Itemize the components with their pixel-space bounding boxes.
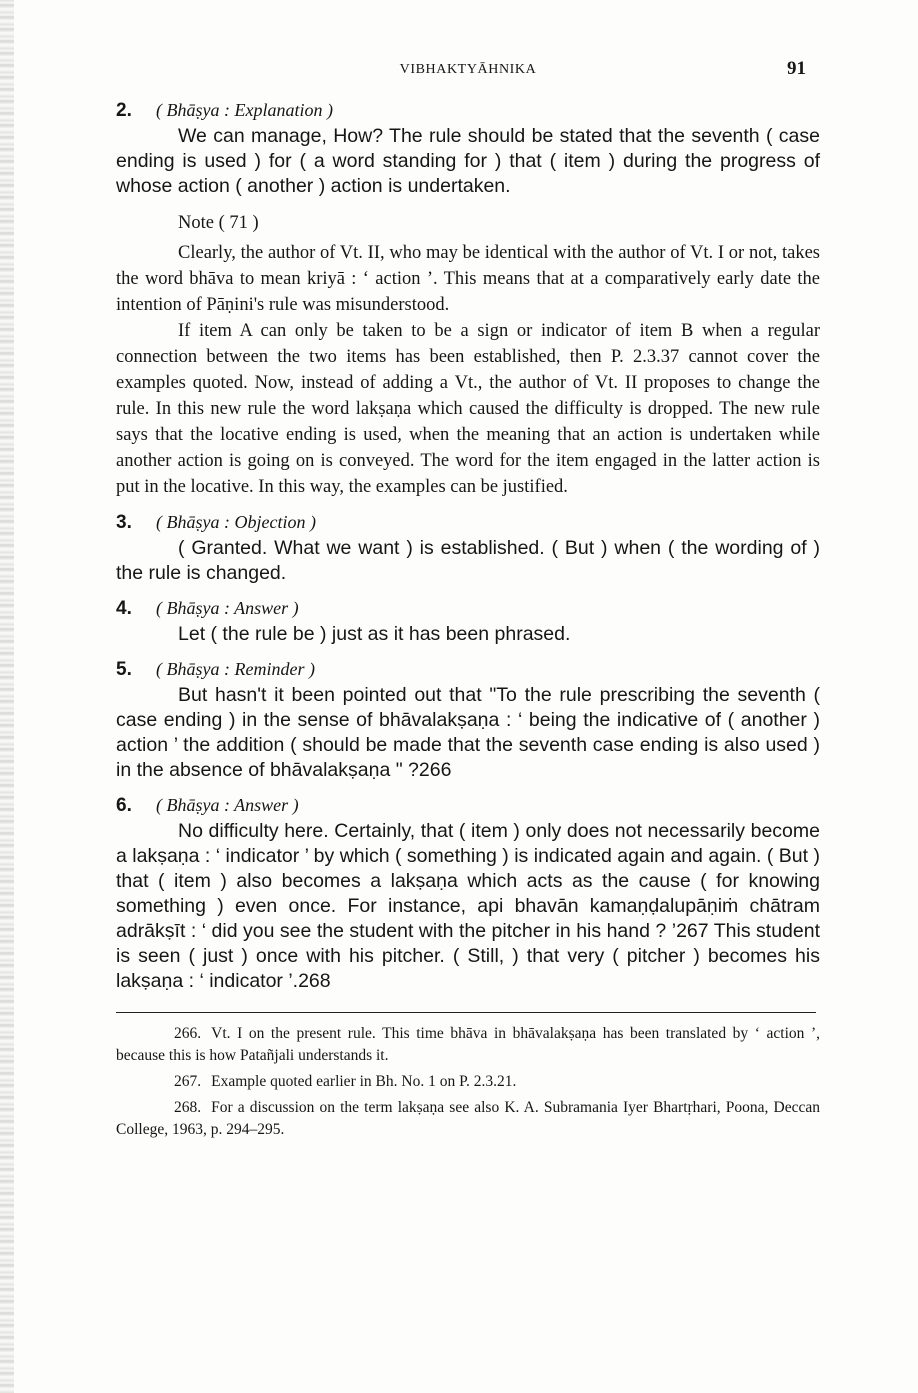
page-number: 91 [787, 58, 806, 79]
section-number: 3. [116, 512, 132, 533]
running-title: VIBHAKTYĀHNIKA [399, 62, 537, 77]
section-text: We can manage, How? The rule should be stated that the seventh ( case ending is used ) for ( a word standing for ) that ( item ) during the progress of whose action ( another ) action is undertaken. [116, 125, 820, 197]
scan-edge-shadow [0, 0, 14, 1393]
section-text: ( Granted. What we want ) is established. ( But ) when ( the wording of ) the rule is changed. [116, 537, 820, 584]
note-paragraph: Clearly, the author of Vt. II, who may be identical with the author of Vt. I or not, takes the word bhāva to mean kriyā : ‘ action ’. This means that at a comparatively early date the intention of Pāṇini's rule was misunderstood. [116, 243, 820, 315]
section-text: Let ( the rule be ) just as it has been phrased. [178, 623, 571, 645]
section-number: 5. [116, 659, 132, 680]
footnote-268 [116, 1097, 820, 1141]
section-text: No difficulty here. Certainly, that ( item ) only does not necessarily become a lakṣaṇa : ‘ indicator ’ by which ( something ) is indicated again and again. ( But ) that ( item ) also becomes a lakṣaṇa which acts as the cause ( for knowing something ) even once. For instance, api bhavān kamaṇḍalupāṇiṁ chātram adrākṣīt : ‘ did you see the student with the pitcher in his hand ? ’267 This student is seen ( just ) once with his pitcher. ( Still, ) that very ( pitcher ) becomes his lakṣaṇa : ‘ indicator ’.268 [116, 820, 820, 992]
section-2 [116, 100, 820, 199]
note-paragraph: If item A can only be taken to be a sign or indicator of item B when a regular connection between the two items has been established, then P. 2.3.37 cannot cover the examples quoted. Now, instead of adding a Vt., the author of Vt. II proposes to change the rule. In this new rule the word lakṣaṇa which caused the difficulty is dropped. The new rule says that the locative ending is used, when the meaning that an action is undertaken while another action is going on is conveyed. The word for the item engaged in the latter action is put in the locative. In this way, the examples can be justified. [116, 321, 820, 497]
footnote-number: 266. [174, 1025, 202, 1042]
section-label: ( Bhāṣya : Answer ) [156, 598, 299, 618]
footnote-divider [116, 1012, 816, 1013]
footnote-266 [116, 1023, 820, 1067]
section-4 [116, 598, 820, 647]
footnote-number: 267. [174, 1073, 202, 1090]
footnote-267 [116, 1071, 820, 1093]
section-text: But hasn't it been pointed out that "To the rule prescribing the seventh ( case ending ) in the sense of bhāvalakṣaṇa : ‘ being the indicative of ( another ) action ’ the addition ( should be made that the seventh case ending is also used ) in the absence of bhāvalakṣaṇa " ?266 [116, 684, 820, 781]
section-6 [116, 795, 820, 994]
note-71 [116, 213, 820, 500]
section-5 [116, 659, 820, 783]
footnote-number: 268. [174, 1099, 202, 1116]
footnote-text: Vt. I on the present rule. This time bhāva in bhāvalakṣaṇa has been translated by ‘ action ’, because this is how Patañjali understands it. [116, 1025, 820, 1064]
section-number: 2. [116, 100, 132, 121]
section-label: ( Bhāṣya : Explanation ) [156, 100, 333, 120]
section-number: 6. [116, 795, 132, 816]
page-header [116, 52, 820, 88]
section-label: ( Bhāṣya : Reminder ) [156, 659, 315, 679]
footnotes [116, 1023, 820, 1141]
note-heading: Note ( 71 ) [178, 213, 259, 233]
footnote-text: For a discussion on the term lakṣaṇa see also K. A. Subramania Iyer Bhartṛhari, Poona, Deccan College, 1963, p. 294–295. [116, 1099, 820, 1138]
section-number: 4. [116, 598, 132, 619]
section-label: ( Bhāṣya : Answer ) [156, 795, 299, 815]
section-label: ( Bhāṣya : Objection ) [156, 512, 316, 532]
section-3 [116, 512, 820, 586]
book-page [116, 52, 820, 1141]
footnote-text: Example quoted earlier in Bh. No. 1 on P. 2.3.21. [211, 1073, 517, 1090]
